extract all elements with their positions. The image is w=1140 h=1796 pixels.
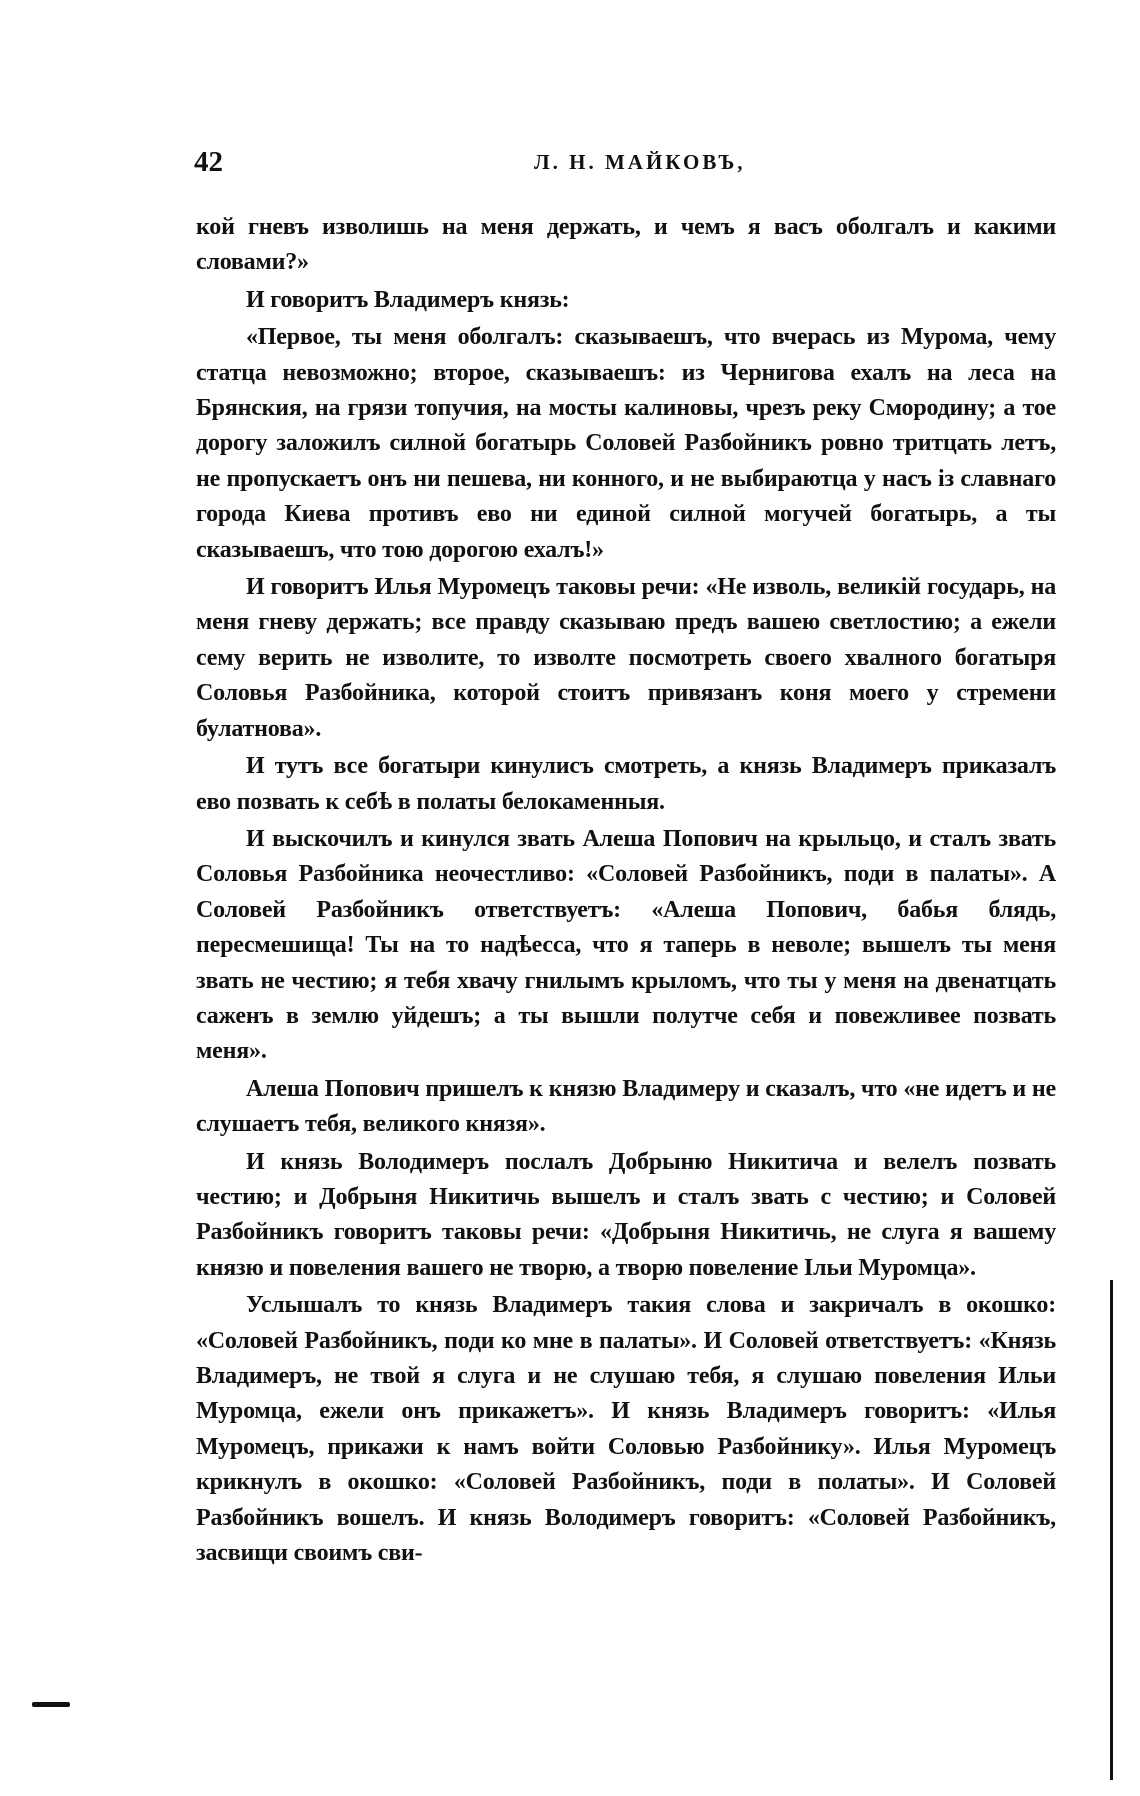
running-head: Л. Н. МАЙКОВЪ, [534, 150, 746, 174]
paragraph: И тутъ все богатыри кинулисъ смотреть, а князь Владимеръ приказалъ ево позвать к себѣ в полаты белокаменныя. [196, 753, 1056, 815]
margin-mark [32, 1702, 70, 1707]
body-text [196, 210, 1056, 1573]
paragraph: «Первое, ты меня оболгалъ: сказываешъ, что вчерась из Мурома, чему статца невозможно; второе, сказываешъ: из Чернигова ехалъ на леса на Брянския, на грязи топучия, на мосты калиновы, чрезъ реку Смородину; а тое дорогу заложилъ силной богатырь Соловей Разбойникъ ровно тритцать летъ, не пропускаетъ онъ ни пешева, ни конного, и не выбираютца у насъ із славнаго города Киева противъ ево ни единой силной могучей богатырь, а ты сказываешъ, что тою дорогою ехалъ!» [196, 324, 1056, 563]
paragraph: Алеша Попович пришелъ к князю Владимеру и сказалъ, что «не идетъ и не слушаетъ тебя, великого князя». [196, 1075, 1056, 1138]
paragraph: И выскочилъ и кинулся звать Алеша Попович на крыльцо, и сталъ звать Соловья Разбойника неочестливо: «Соловей Разбойникъ, поди в палаты». А Соловей Разбойникъ ответствуетъ: «Алеша Попович, бабья блядь, пересмешища! Ты на то надѣесса, что я таперь в неволе; вышелъ ты меня звать не честию; я тебя хвачу гнилымъ крыломъ, что ты у меня на двенатцать саженъ в землю уйдешъ; а ты вышли полутче себя и повежливее позвать меня». [196, 825, 1056, 1065]
paragraph: И говоритъ Владимеръ князь: [246, 286, 570, 313]
paragraph: Услышалъ то князь Владимеръ такия слова и закричалъ в окошко: «Соловей Разбойникъ, поди ко мне в палаты». И Соловей ответствуетъ: «Князь Владимеръ, не твой я слуга и не слушаю тебя, я слушаю повеления Ильи Муромца, ежели онъ прикажетъ». И князь Владимеръ говоритъ: «Илья Муромецъ, прикажи к намъ войти Соловью Разбойнику». Илья Муромецъ крикнулъ в окошко: «Соловей Разбойникъ, поди в полаты». И Соловей Разбойникъ вошелъ. И князь Володимеръ говоритъ: «Соловей Разбойникъ, засвищи своимъ сви- [196, 1292, 1056, 1567]
paragraph: кой гневъ изволишь на меня держать, и чемъ я васъ оболгалъ и какими словами?» [196, 214, 1056, 276]
paragraph: И говоритъ Илья Муромецъ таковы речи: «Не изволь, великій государь, на меня гневу держать; все правду сказываю предъ вашею светлостию; а ежели сему верить не изволите, то изволте посмотреть своего хвалного богатыря Соловья Разбойника, которой стоитъ привязанъ коня моего у стремени булатнова». [196, 574, 1056, 742]
page-header [194, 146, 1052, 186]
page-edge-rule [1110, 1280, 1113, 1780]
page-number: 42 [194, 146, 223, 178]
paragraph: И князь Володимеръ послалъ Добрыню Никитича и велелъ позвать честию; и Добрыня Никитичь вышелъ и сталъ звать с честию; и Соловей Разбойникъ говоритъ таковы речи: «Добрыня Никитичь, не слуга я вашему князю и повеления вашего не творю, а творю повеление Ільи Муромца». [196, 1148, 1056, 1281]
